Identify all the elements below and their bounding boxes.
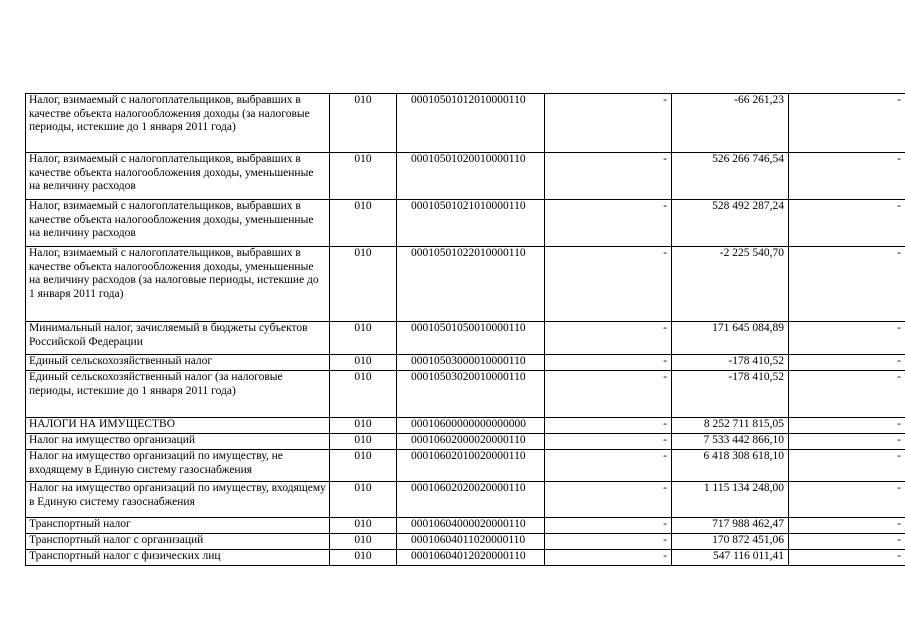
income-report-sheet (25, 93, 901, 566)
table-row (26, 550, 905, 566)
row-kbk-code: 00010602020020000110 (397, 482, 545, 518)
row-line-code: 010 (330, 322, 397, 355)
row-unexecuted: - (789, 371, 905, 418)
row-executed: -66 261,23 (672, 94, 789, 153)
row-line-code: 010 (330, 153, 397, 200)
row-name: Транспортный налог (26, 518, 330, 534)
income-table (25, 93, 905, 566)
table-row (26, 200, 905, 247)
row-unexecuted: - (789, 550, 905, 566)
row-approved: - (545, 200, 672, 247)
row-name: Налог на имущество организаций по имуществу, входящему в Единую систему газоснабжения (26, 482, 330, 518)
row-kbk-code: 00010501022010000110 (397, 247, 545, 322)
row-approved: - (545, 550, 672, 566)
row-approved: - (545, 418, 672, 434)
row-unexecuted: - (789, 434, 905, 450)
row-line-code: 010 (330, 371, 397, 418)
row-line-code: 010 (330, 418, 397, 434)
row-unexecuted: - (789, 482, 905, 518)
row-kbk-code: 00010501012010000110 (397, 94, 545, 153)
table-row (26, 450, 905, 482)
row-executed: -178 410,52 (672, 355, 789, 371)
row-kbk-code: 00010501021010000110 (397, 200, 545, 247)
row-unexecuted: - (789, 355, 905, 371)
row-approved: - (545, 322, 672, 355)
table-row (26, 371, 905, 418)
row-kbk-code: 00010501050010000110 (397, 322, 545, 355)
table-row (26, 247, 905, 322)
row-unexecuted: - (789, 418, 905, 434)
row-name: Налог на имущество организаций по имуществу, не входящему в Единую систему газоснабжения (26, 450, 330, 482)
row-unexecuted: - (789, 322, 905, 355)
income-table-body (26, 94, 905, 566)
row-name: Налог, взимаемый с налогоплательщиков, выбравших в качестве объекта налогообложения доходы, уменьшенные на величину расходов (26, 153, 330, 200)
table-row (26, 322, 905, 355)
row-line-code: 010 (330, 434, 397, 450)
row-unexecuted: - (789, 534, 905, 550)
row-executed: 528 492 287,24 (672, 200, 789, 247)
row-unexecuted: - (789, 518, 905, 534)
row-kbk-code: 00010602010020000110 (397, 450, 545, 482)
row-line-code: 010 (330, 355, 397, 371)
row-name: Налог на имущество организаций (26, 434, 330, 450)
row-approved: - (545, 371, 672, 418)
row-line-code: 010 (330, 550, 397, 566)
row-unexecuted: - (789, 94, 905, 153)
row-kbk-code: 00010604011020000110 (397, 534, 545, 550)
table-row (26, 418, 905, 434)
row-executed: 1 115 134 248,00 (672, 482, 789, 518)
table-row (26, 518, 905, 534)
row-executed: 547 116 011,41 (672, 550, 789, 566)
row-name: Единый сельскохозяйственный налог (за налоговые периоды, истекшие до 1 января 2011 года) (26, 371, 330, 418)
row-line-code: 010 (330, 247, 397, 322)
row-unexecuted: - (789, 247, 905, 322)
row-executed: 6 418 308 618,10 (672, 450, 789, 482)
row-name: Транспортный налог с физических лиц (26, 550, 330, 566)
row-line-code: 010 (330, 94, 397, 153)
row-executed: 7 533 442 866,10 (672, 434, 789, 450)
row-name: Налог, взимаемый с налогоплательщиков, выбравших в качестве объекта налогообложения доходы, уменьшенные на величину расходов (за налоговые периоды, истекшие до 1 января 2011 года) (26, 247, 330, 322)
row-executed: 8 252 711 815,05 (672, 418, 789, 434)
row-approved: - (545, 534, 672, 550)
row-kbk-code: 00010600000000000000 (397, 418, 545, 434)
table-row (26, 434, 905, 450)
row-approved: - (545, 355, 672, 371)
row-line-code: 010 (330, 482, 397, 518)
table-row (26, 534, 905, 550)
row-executed: 526 266 746,54 (672, 153, 789, 200)
row-name: НАЛОГИ НА ИМУЩЕСТВО (26, 418, 330, 434)
row-executed: 170 872 451,06 (672, 534, 789, 550)
table-row (26, 94, 905, 153)
row-name: Транспортный налог с организаций (26, 534, 330, 550)
row-name: Минимальный налог, зачисляемый в бюджеты субъектов Российской Федерации (26, 322, 330, 355)
row-executed: 171 645 084,89 (672, 322, 789, 355)
row-unexecuted: - (789, 153, 905, 200)
row-executed: -2 225 540,70 (672, 247, 789, 322)
table-row (26, 355, 905, 371)
row-kbk-code: 00010501020010000110 (397, 153, 545, 200)
row-executed: -178 410,52 (672, 371, 789, 418)
row-name: Единый сельскохозяйственный налог (26, 355, 330, 371)
row-kbk-code: 00010602000020000110 (397, 434, 545, 450)
row-approved: - (545, 518, 672, 534)
row-line-code: 010 (330, 450, 397, 482)
row-approved: - (545, 247, 672, 322)
row-approved: - (545, 94, 672, 153)
row-approved: - (545, 153, 672, 200)
row-line-code: 010 (330, 200, 397, 247)
table-row (26, 482, 905, 518)
table-row (26, 153, 905, 200)
row-approved: - (545, 434, 672, 450)
row-kbk-code: 00010604012020000110 (397, 550, 545, 566)
row-kbk-code: 00010503020010000110 (397, 371, 545, 418)
row-approved: - (545, 482, 672, 518)
row-unexecuted: - (789, 200, 905, 247)
row-unexecuted: - (789, 450, 905, 482)
row-name: Налог, взимаемый с налогоплательщиков, выбравших в качестве объекта налогообложения доходы, уменьшенные на величину расходов (26, 200, 330, 247)
row-approved: - (545, 450, 672, 482)
row-kbk-code: 00010604000020000110 (397, 518, 545, 534)
row-line-code: 010 (330, 518, 397, 534)
row-name: Налог, взимаемый с налогоплательщиков, выбравших в качестве объекта налогообложения доходы (за налоговые периоды, истекшие до 1 января 2011 года) (26, 94, 330, 153)
row-kbk-code: 00010503000010000110 (397, 355, 545, 371)
row-line-code: 010 (330, 534, 397, 550)
row-executed: 717 988 462,47 (672, 518, 789, 534)
